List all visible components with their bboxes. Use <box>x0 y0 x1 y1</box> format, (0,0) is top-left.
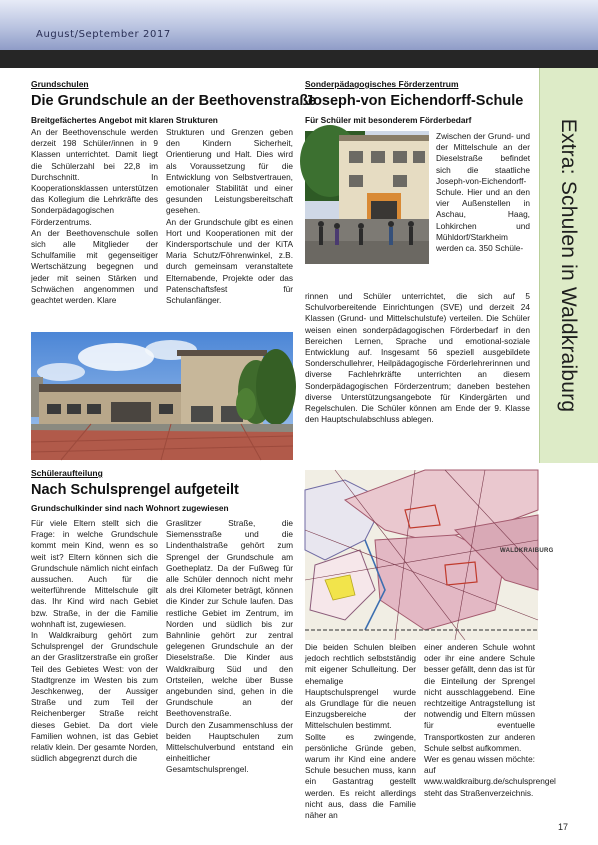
issue-date: August/September 2017 <box>36 29 171 40</box>
header-rule-bar <box>0 50 598 68</box>
article1-kicker: Grundschulen <box>31 79 89 89</box>
article2-body: rinnen und Schüler unterrichtet, die sich auf 5 Schulvorbereitende Einrichtungen (SVE) und derzeit 24 Klassen (Grund- und Mittelschulstufe) verteilen. Die Schüler weisen einen sonderpädagogischen Förderbedarf in den Bereichen Lernen, Sprache und emotional-soziale Entwicklung auf. Insgesamt 56 speziell ausgebildete Sonderschullehrer, Heilpädagogische Förderlehrerinnen und diverse Fachlehrkräfte unterrichten an diesem Sonderpädagogischen Förderzentrum; daneben bestehen diverse Unterstützungsangebote für Kindergärten und Regelschulen. Die Schüler können am Ende der 9. Klasse den Hauptschulabschluss ablegen. <box>305 291 530 425</box>
article2-side-text: Zwischen der Grund- und der Mittelschule an der Dieselstraße befindet sich die staatliche Joseph-von-Eichendorff-Schule. Hier und an den vier Außenstellen in Aschau, Haag, Lohkirchen und Mühldorf/Starkheim werden ca. 350 Schüle- <box>436 131 530 254</box>
beethoven-school-photo <box>31 332 293 460</box>
article3-column-4: einer anderen Schule wohnt oder ihr eine andere Schule besser gefällt, denn das ist für die Einteilung der Sprengel nicht ausschlaggebend. Eine rechtzeitige Antragstellung ist notwendig und Eltern müssen für eventuelle Transportkosten zur anderen Schule selbst aufkommen. Wer es genau wissen möchte: auf www.waldkraiburg.de/schulsprengel steht das Straßenverzeichnis. <box>424 642 556 798</box>
article3-column-3: Die beiden Schulen bleiben jedoch rechtlich selbstständig mit eigener Schulleitung. Der ehemalige Hauptschulsprengel wurde als Grundlage für die neuen Einzugsbereiche der Mittelschulen bestimmt. Sollte es zwingende, persönliche Gründe geben, warum ihr Kind eine andere Schule besuchen muss, kann ein Gastantrag gestellt werden. Es reicht allerdings nicht aus, dass die Familie näher an <box>305 642 416 821</box>
article1-subhead: Breitgefächertes Angebot mit klaren Strukturen <box>31 115 218 125</box>
article3-column-2: Graslitzer Straße, die Siemensstraße und die Lindenthalstraße gehört zum Sprengel der Grundschule am Goetheplatz. Da der Fußweg für alle Schüler dennoch nicht mehr als drei Kilometer beträgt, können die Kinder zur Schule laufen. Das restliche Gebiet im Zentrum, im Norden und südlich bis zur Bahnlinie gehört zur zentral gelegenen Grundschule an der Dieselstraße. Die Kinder aus Waldkraiburg Süd und den Ortsteilen, welche über Busse angebunden sind, gehen in die Grundschule an der Beethovenstraße. Durch den Zusammenschluss der beiden Hauptschulen zum Mittelschulverbund entstand ein einheitlicher Gesamtschulsprengel. <box>166 518 293 775</box>
article1-column-1: An der Beethovenschule werden derzeit 198 Schüler/innen in 9 Klassen unterrichtet. Damit liegt die Schülerzahl bei 22,8 im Durchschnitt. In Kooperationsklassen unterstützen das Kollegium die Lehrkräfte des Sonderpädagogischen Förderzentrums. An der Beethovenschule sollen sich alle Mitglieder der Schulfamilie mit gegenseitiger Wertschätzung begegnen und jeder mit seinen Stärken und Schwächen angenommen und geachtet werden. Klare <box>31 127 158 306</box>
article3-kicker: Schüleraufteilung <box>31 468 103 478</box>
article2-subhead: Für Schüler mit besonderem Förderbedarf <box>305 115 472 125</box>
article2-headline: Joseph-von Eichendorff-Schule <box>305 93 524 109</box>
article2-kicker: Sonderpädagogisches Förderzentrum <box>305 79 459 89</box>
page-number: 17 <box>558 822 569 832</box>
eichendorff-school-photo <box>305 131 429 264</box>
header-band <box>0 0 598 50</box>
article1-headline: Die Grundschule an der Beethovenstraße <box>31 93 317 109</box>
side-tab-label: Extra: Schulen in Waldkraiburg <box>557 118 581 413</box>
article3-column-1: Für viele Eltern stellt sich die Frage: in welche Grundschule kommt mein Kind, wenn es so weit ist? Eltern können sich die Grundschule nämlich nicht einfach aussuchen. Auch für die weiterführende Mittelschule gilt das. Ihr Kind wird nach Gebiet bzw. Straße, in der die Familie wohnhaft ist, zugewiesen. In Waldkraiburg gehört zum Schulsprengel der Grundschule an der Graslitzerstraße ein großer Teil des Gebietes West: von der Stadtgrenze im Westen bis zum Jeschkenweg, der Aussiger Straße und zum Teil der Reichenberger Straße reicht dieses Gebiet. Da dort viele Familien wohnen, ist das Gebiet relativ klein. Der gesamte Norden, südlich abgegrenzt durch die <box>31 518 158 764</box>
article3-subhead: Grundschulkinder sind nach Wohnort zugewiesen <box>31 503 229 513</box>
article1-column-2: Strukturen und Grenzen geben den Kindern Sicherheit, Orientierung und Halt. Dies wird als Voraussetzung für die Entwicklung von Selbstvertrauen, emotionaler Stabilität und einer gesunden Leistungsbereitschaft gesehen. An der Grundschule gibt es einen Hort und Kooperationen mit der Kindersportschule und der KiTA Maria Schutz/Föhrenwinkel, z.B. durch gemeinsam veranstaltete Elternabende, Projekte oder das Patenschaftsfest für Schulanfänger. <box>166 127 293 306</box>
article3-headline: Nach Schulsprengel aufgeteilt <box>31 482 239 498</box>
map-town-label: WALDKRAIBURG <box>500 548 554 554</box>
school-district-map <box>305 470 554 640</box>
